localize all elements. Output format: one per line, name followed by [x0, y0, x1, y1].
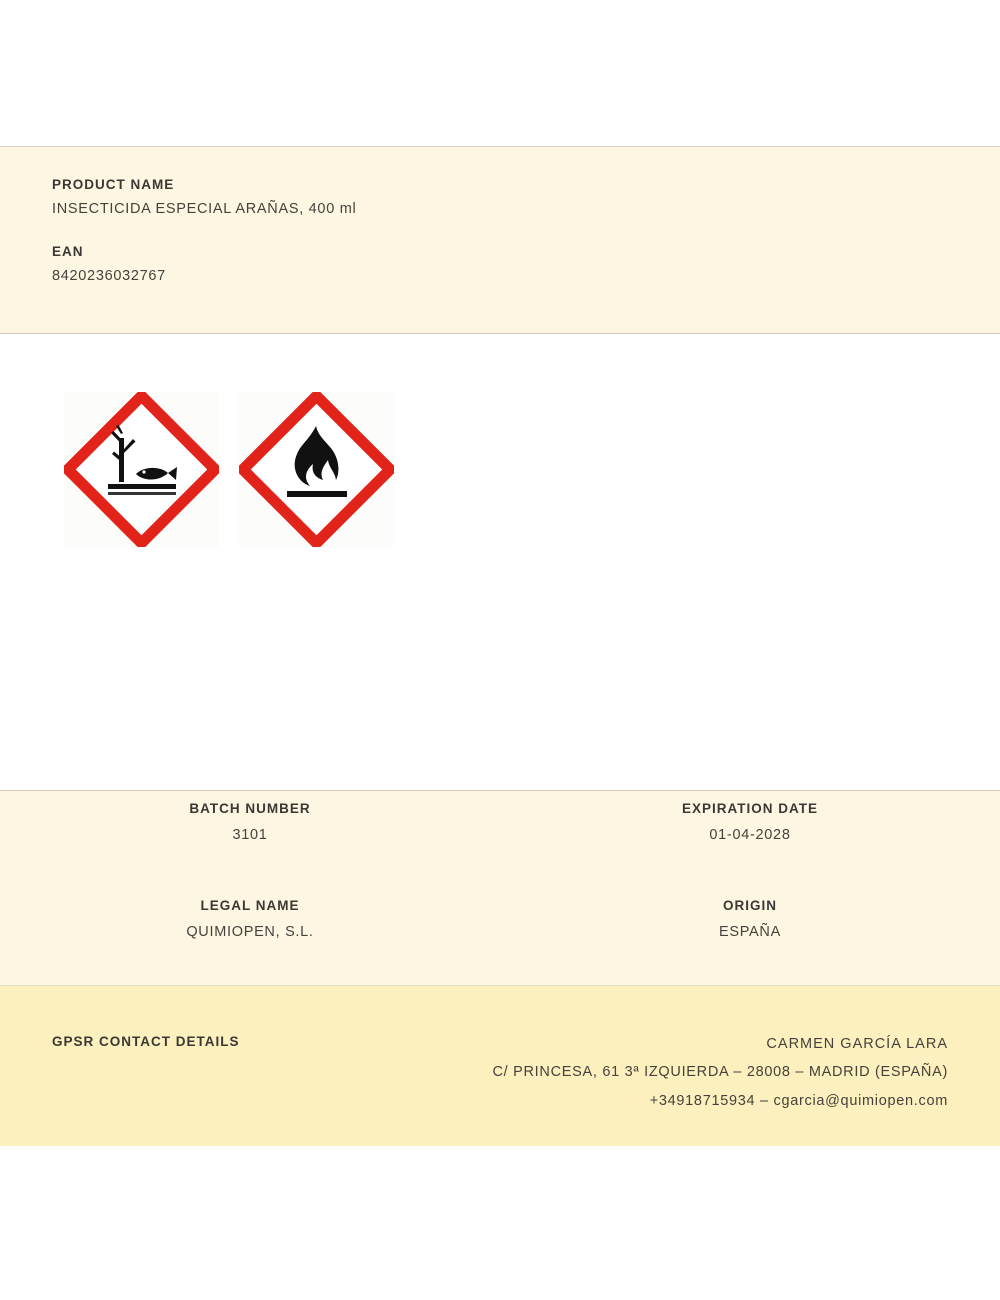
legal-name-value: QUIMIOPEN, S.L. — [186, 924, 314, 940]
batch-number-value: 3101 — [232, 827, 268, 843]
expiration-date-field — [500, 791, 1000, 888]
ean-value: 8420236032767 — [52, 268, 166, 284]
expiration-date-label: EXPIRATION DATE — [681, 801, 818, 816]
legal-name-label: LEGAL NAME — [200, 898, 300, 913]
ghs-flammable-pictogram — [239, 392, 394, 547]
batch-number-label: BATCH NUMBER — [189, 801, 311, 816]
gpsr-contact-phone-email: +34918715934 – cgarcia@quimiopen.com — [649, 1092, 948, 1109]
batch-section — [0, 790, 1000, 986]
expiration-date-value: 01-04-2028 — [709, 827, 791, 843]
gpsr-contact-block — [493, 1030, 948, 1115]
ean-field — [52, 244, 1000, 284]
hazard-pictograms-section — [0, 334, 1000, 790]
product-name-label: PRODUCT NAME — [52, 177, 175, 192]
legal-name-field — [0, 888, 500, 985]
product-name-value: INSECTICIDA ESPECIAL ARAÑAS, 400 ml — [52, 201, 357, 217]
identity-section — [0, 146, 1000, 334]
gpsr-contact-name: CARMEN GARCÍA LARA — [766, 1036, 948, 1052]
ean-label: EAN — [52, 244, 84, 259]
origin-value: ESPAÑA — [719, 924, 781, 940]
pictogram-row — [64, 392, 394, 547]
batch-number-field — [0, 791, 500, 888]
product-name-field — [52, 177, 1000, 217]
gpsr-contact-address: C/ PRINCESA, 61 3ª IZQUIERDA – 28008 – MADRID (ESPAÑA) — [492, 1064, 948, 1081]
origin-field — [500, 888, 1000, 985]
gpsr-label: GPSR CONTACT DETAILS — [52, 1034, 240, 1049]
gpsr-contact-section — [0, 986, 1000, 1146]
origin-label: ORIGIN — [722, 898, 777, 913]
ghs-environment-pictogram — [64, 392, 219, 547]
